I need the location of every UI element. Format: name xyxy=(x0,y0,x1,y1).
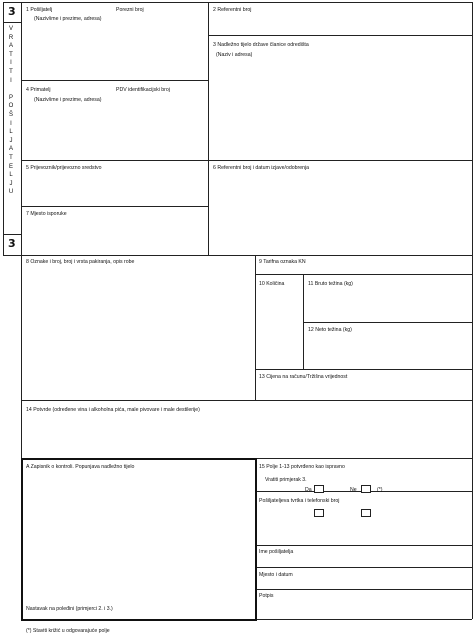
side-letter: R xyxy=(8,34,14,41)
side-letter: U xyxy=(8,189,14,196)
side-letter: L xyxy=(9,129,13,136)
line-top-box14 xyxy=(21,400,472,401)
box1-tax-label: Porezni broj xyxy=(116,7,144,13)
box7-label: 7 Mjesto isporuke xyxy=(26,211,67,217)
divider-box8 xyxy=(255,255,256,400)
line-below-box2 xyxy=(208,35,472,36)
side-letter: I xyxy=(10,60,12,67)
line-below-name xyxy=(255,567,472,568)
box1-label: 1 Pošiljatelj xyxy=(26,7,53,13)
side-letter: I xyxy=(10,120,12,127)
no-label: Ne xyxy=(350,487,357,493)
side-strip-bottom xyxy=(3,255,21,256)
box12-label: 12 Neto težina (kg) xyxy=(308,327,352,333)
side-letter: T xyxy=(9,154,13,161)
box15-label: 15 Polje 1-13 potvrđeno kao ispravno xyxy=(259,464,345,470)
right-border xyxy=(472,2,473,619)
line-top-box8 xyxy=(21,255,472,256)
side-letter: T xyxy=(9,68,13,75)
box8-label: 8 Oznake i broj, broj i vrsta pakiranja, opis robe xyxy=(26,259,135,265)
yes-label: Da xyxy=(305,487,312,493)
box3-sublabel: (Naziv i adresa) xyxy=(216,52,253,58)
box14-label: 14 Potvrde (određene vina i alkoholna pića, male pivovare i male destilerije) xyxy=(26,407,200,413)
sender-name-label: Ime pošiljatelja xyxy=(259,549,294,555)
side-letter: L xyxy=(9,172,13,179)
box4-label: 4 Primatelj xyxy=(26,87,51,93)
line-below-box12 xyxy=(255,369,472,370)
side-strip-sep-bottom xyxy=(3,234,21,235)
box15-return-label: Vratiti primjerak 3. xyxy=(265,477,307,483)
boxA-footer: Nastavak na poleđini (primjerci 2. i 3.) xyxy=(26,606,113,612)
side-strip-sep-top xyxy=(3,22,21,23)
box10-label: 10 Količina xyxy=(259,281,285,287)
side-strip-top xyxy=(3,2,21,3)
asterisk-note: (*) xyxy=(377,487,383,493)
box4-sublabel: (Naziv/ime i prezime, adresa) xyxy=(34,97,102,103)
side-letter: E xyxy=(8,163,13,170)
side-vertical-text xyxy=(4,25,18,197)
top-border xyxy=(21,2,472,3)
box5-label: 5 Prijevoznik/prijevozno sredstvo xyxy=(26,165,102,171)
side-letter xyxy=(4,85,18,94)
box1-sublabel: (Naziv/ime i prezime, adresa) xyxy=(34,16,102,22)
side-number-bottom: 3 xyxy=(8,237,16,250)
box2-label: 2 Referentni broj xyxy=(213,7,252,13)
line-below-place xyxy=(255,589,472,590)
line-below-box9 xyxy=(255,274,472,275)
line-below-box5 xyxy=(21,206,208,207)
box11-label: 11 Bruto težina (kg) xyxy=(308,281,353,287)
side-letter: V xyxy=(8,26,13,32)
box9-label: 9 Tarifna oznaka KN xyxy=(259,259,306,265)
line-below-phone xyxy=(255,545,472,546)
box6-label: 6 Referentni broj i datum izjave/odobrenja xyxy=(213,165,310,171)
side-letter: J xyxy=(9,137,13,144)
yes-checkbox[interactable] xyxy=(314,485,324,493)
side-letter: A xyxy=(8,43,13,50)
line-below-box4 xyxy=(21,160,472,161)
side-letter: I xyxy=(10,77,12,84)
line-below-box11 xyxy=(303,322,472,323)
side-letter: P xyxy=(8,94,13,101)
side-letter: O xyxy=(8,103,14,110)
boxA-label: A Zapisnik o kontroli. Popunjava nadležno tijelo xyxy=(26,464,135,470)
side-strip-right xyxy=(21,2,22,255)
box-a-frame xyxy=(21,458,257,621)
no-checkbox[interactable] xyxy=(361,485,371,493)
side-number-top: 3 xyxy=(8,5,16,18)
footnote: (*) Staviti križić u odgovarajuće polje xyxy=(26,628,110,634)
checkbox-blank-1[interactable] xyxy=(314,509,324,517)
box13-label: 13 Cijena na računu/Tržišna vrijednost xyxy=(259,374,348,380)
box3-label: 3 Nadležno tijelo države članice odredišta xyxy=(213,42,309,48)
side-letter: T xyxy=(9,51,13,58)
middle-divider-top xyxy=(208,2,209,255)
checkbox-blank-2[interactable] xyxy=(361,509,371,517)
signature-label: Potpis xyxy=(259,593,274,599)
box4-vat-label: PDV identifikacijski broj xyxy=(116,87,170,93)
place-date-label: Mjesto i datum xyxy=(259,572,293,578)
phone-label: Pošiljateljeva tvrtka i telefonski broj xyxy=(259,498,340,504)
side-letter: A xyxy=(8,146,13,153)
side-letter: Š xyxy=(8,111,13,118)
line-below-box1 xyxy=(21,80,208,81)
side-letter: J xyxy=(9,180,13,187)
